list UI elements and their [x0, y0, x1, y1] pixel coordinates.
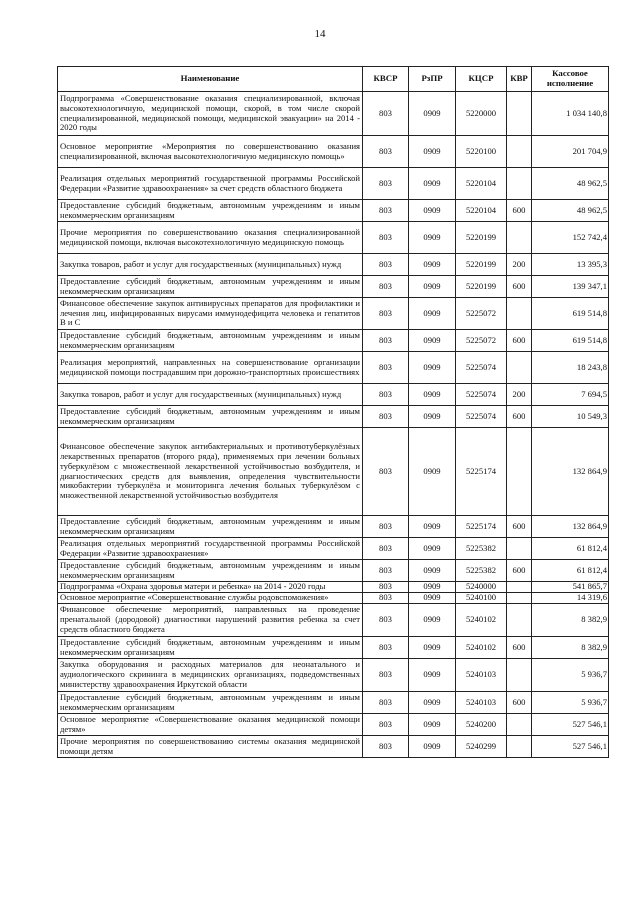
table-row [58, 516, 609, 538]
cell-kvr: 600 [507, 560, 532, 582]
cell-kvsr: 803 [363, 692, 409, 714]
cell-rzpr: 0909 [409, 637, 456, 659]
cell-kvsr: 803 [363, 516, 409, 538]
cell-name: Основное мероприятие «Мероприятия по совершенствованию оказания специализированной, включая высокотехнологичную медицинскую помощь» [58, 136, 363, 168]
cell-name: Предоставление субсидий бюджетным, автономным учреждениям и иным некоммерческим организациям [58, 692, 363, 714]
cell-name: Закупка оборудования и расходных материалов для неонатального и аудиологического скрининга в медицинских организациях, подведомственных министерству здравоохранения Иркутской области [58, 659, 363, 692]
cell-rzpr: 0909 [409, 714, 456, 736]
cell-kvsr: 803 [363, 352, 409, 384]
table-row [58, 582, 609, 593]
cell-rzpr: 0909 [409, 406, 456, 428]
cell-rzpr: 0909 [409, 168, 456, 200]
cell-kcsr: 5220104 [456, 168, 507, 200]
cell-kcsr: 5225074 [456, 352, 507, 384]
cell-kcsr: 5240103 [456, 659, 507, 692]
cell-rzpr: 0909 [409, 352, 456, 384]
cell-kvsr: 803 [363, 254, 409, 276]
cell-kcsr: 5240102 [456, 637, 507, 659]
cell-name: Предоставление субсидий бюджетным, автономным учреждениям и иным некоммерческим организациям [58, 560, 363, 582]
header-rzpr: РзПР [409, 67, 456, 92]
table-row [58, 428, 609, 516]
cell-kvsr: 803 [363, 92, 409, 136]
cell-kvsr: 803 [363, 222, 409, 254]
cell-amount: 1 034 140,8 [532, 92, 609, 136]
cell-kvr [507, 428, 532, 516]
cell-kvsr: 803 [363, 604, 409, 637]
table-body [58, 92, 609, 758]
cell-kvr [507, 582, 532, 593]
cell-name: Предоставление субсидий бюджетным, автономным учреждениям и иным некоммерческим организациям [58, 516, 363, 538]
cell-kvr [507, 538, 532, 560]
cell-amount: 201 704,9 [532, 136, 609, 168]
cell-name: Предоставление субсидий бюджетным, автономным учреждениям и иным некоммерческим организациям [58, 637, 363, 659]
cell-rzpr: 0909 [409, 254, 456, 276]
table-row [58, 714, 609, 736]
cell-kcsr: 5225072 [456, 330, 507, 352]
header-row [58, 67, 609, 92]
cell-amount: 132 864,9 [532, 428, 609, 516]
cell-amount: 619 514,8 [532, 298, 609, 330]
cell-kcsr: 5240100 [456, 593, 507, 604]
cell-kvsr: 803 [363, 136, 409, 168]
cell-kvr [507, 298, 532, 330]
cell-kcsr: 5225174 [456, 516, 507, 538]
cell-name: Прочие мероприятия по совершенствованию системы оказания медицинской помощи детям [58, 736, 363, 758]
cell-kvsr: 803 [363, 538, 409, 560]
header-name: Наименование [58, 67, 363, 92]
page-number: 14 [314, 28, 326, 40]
cell-amount: 152 742,4 [532, 222, 609, 254]
header-kcsr: КЦСР [456, 67, 507, 92]
cell-kvr: 600 [507, 637, 532, 659]
table-header [58, 67, 609, 92]
cell-kcsr: 5220104 [456, 200, 507, 222]
cell-rzpr: 0909 [409, 330, 456, 352]
cell-amount: 139 347,1 [532, 276, 609, 298]
cell-rzpr: 0909 [409, 428, 456, 516]
cell-amount: 8 382,9 [532, 604, 609, 637]
cell-amount: 14 319,6 [532, 593, 609, 604]
cell-kvr [507, 593, 532, 604]
cell-kvsr: 803 [363, 637, 409, 659]
cell-kvr: 200 [507, 384, 532, 406]
cell-kvsr: 803 [363, 384, 409, 406]
table-row [58, 593, 609, 604]
cell-amount: 8 382,9 [532, 637, 609, 659]
cell-rzpr: 0909 [409, 560, 456, 582]
table-row [58, 330, 609, 352]
cell-kcsr: 5220199 [456, 276, 507, 298]
cell-kvr: 200 [507, 254, 532, 276]
cell-name: Финансовое обеспечение закупок антибактериальных и противотуберкулёзных лекарственных препаратов (второго ряда), применяемых при лечении больных туберкулёзом с множественной лекарственной устойчивостью возбудителя, и диагностических средств для выявления, определения чувствительности микобактерии туберкулёза и мониторинга лечения больных туберкулёзом с множественной лекарственной устойчивостью возбудителя [58, 428, 363, 516]
cell-kvr: 600 [507, 692, 532, 714]
cell-kvr [507, 714, 532, 736]
cell-kvsr: 803 [363, 330, 409, 352]
cell-kcsr: 5225074 [456, 384, 507, 406]
cell-kcsr: 5225074 [456, 406, 507, 428]
table-row [58, 352, 609, 384]
cell-name: Предоставление субсидий бюджетным, автономным учреждениям и иным некоммерческим организациям [58, 330, 363, 352]
cell-name: Финансовое обеспечение закупок антивирусных препаратов для профилактики и лечения лиц, инфицированных вирусами иммунодефицита человека и гепатитов В и С [58, 298, 363, 330]
table-row [58, 637, 609, 659]
cell-amount: 7 694,5 [532, 384, 609, 406]
table-row [58, 538, 609, 560]
cell-kvr [507, 352, 532, 384]
cell-amount: 527 546,1 [532, 736, 609, 758]
cell-name: Основное мероприятие «Совершенствование службы родовспоможения» [58, 593, 363, 604]
cell-kcsr: 5225174 [456, 428, 507, 516]
cell-kvr [507, 168, 532, 200]
table-row [58, 168, 609, 200]
cell-kcsr: 5220199 [456, 254, 507, 276]
cell-kvr [507, 136, 532, 168]
cell-amount: 5 936,7 [532, 659, 609, 692]
cell-amount: 527 546,1 [532, 714, 609, 736]
table-row [58, 136, 609, 168]
cell-kvsr: 803 [363, 298, 409, 330]
cell-kvsr: 803 [363, 714, 409, 736]
cell-kvr [507, 736, 532, 758]
cell-rzpr: 0909 [409, 92, 456, 136]
cell-rzpr: 0909 [409, 593, 456, 604]
cell-kcsr: 5240102 [456, 604, 507, 637]
cell-name: Предоставление субсидий бюджетным, автономным учреждениям и иным некоммерческим организациям [58, 406, 363, 428]
header-kvsr: КВСР [363, 67, 409, 92]
cell-amount: 5 936,7 [532, 692, 609, 714]
cell-name: Подпрограмма «Охрана здоровья матери и ребенка» на 2014 - 2020 годы [58, 582, 363, 593]
cell-rzpr: 0909 [409, 222, 456, 254]
cell-name: Прочие мероприятия по совершенствованию оказания специализированной медицинской помощи, включая высокотехнологичную медицинскую помощь [58, 222, 363, 254]
table-row [58, 604, 609, 637]
cell-kvr: 600 [507, 516, 532, 538]
cell-kcsr: 5220000 [456, 92, 507, 136]
cell-kvsr: 803 [363, 276, 409, 298]
table-row [58, 254, 609, 276]
table-row [58, 92, 609, 136]
cell-rzpr: 0909 [409, 516, 456, 538]
cell-kvsr: 803 [363, 168, 409, 200]
cell-amount: 541 865,7 [532, 582, 609, 593]
cell-kvsr: 803 [363, 428, 409, 516]
cell-rzpr: 0909 [409, 200, 456, 222]
table-row [58, 200, 609, 222]
cell-kvsr: 803 [363, 560, 409, 582]
cell-kvsr: 803 [363, 736, 409, 758]
cell-rzpr: 0909 [409, 538, 456, 560]
table-row [58, 276, 609, 298]
cell-kcsr: 5225382 [456, 538, 507, 560]
cell-kvsr: 803 [363, 582, 409, 593]
cell-kcsr: 5220100 [456, 136, 507, 168]
cell-kcsr: 5225072 [456, 298, 507, 330]
cell-amount: 10 549,3 [532, 406, 609, 428]
cell-amount: 61 812,4 [532, 538, 609, 560]
cell-kvsr: 803 [363, 659, 409, 692]
cell-rzpr: 0909 [409, 659, 456, 692]
cell-kcsr: 5220199 [456, 222, 507, 254]
cell-kvr: 600 [507, 200, 532, 222]
cell-name: Реализация отдельных мероприятий государственной программы Российской Федерации «Развитие здравоохранения» за счет средств областного бюджета [58, 168, 363, 200]
cell-kvr: 600 [507, 276, 532, 298]
cell-name: Закупка товаров, работ и услуг для государственных (муниципальных) нужд [58, 384, 363, 406]
table-row [58, 384, 609, 406]
cell-kvsr: 803 [363, 593, 409, 604]
header-kvr: КВР [507, 67, 532, 92]
cell-kvr [507, 659, 532, 692]
cell-name: Закупка товаров, работ и услуг для государственных (муниципальных) нужд [58, 254, 363, 276]
cell-rzpr: 0909 [409, 736, 456, 758]
cell-kvr [507, 92, 532, 136]
cell-kvsr: 803 [363, 200, 409, 222]
cell-rzpr: 0909 [409, 136, 456, 168]
cell-amount: 132 864,9 [532, 516, 609, 538]
cell-kcsr: 5240200 [456, 714, 507, 736]
budget-table [57, 66, 609, 758]
cell-kcsr: 5225382 [456, 560, 507, 582]
cell-name: Основное мероприятие «Совершенствование оказания медицинской помощи детям» [58, 714, 363, 736]
cell-rzpr: 0909 [409, 298, 456, 330]
cell-name: Подпрограмма «Совершенствование оказания специализированной, включая высокотехнологичную, медицинской помощи, скорой, в том числе скорой специализированной, медицинской помощи, медицинской эвакуации» на 2014 - 2020 годы [58, 92, 363, 136]
cell-rzpr: 0909 [409, 384, 456, 406]
cell-kvr: 600 [507, 406, 532, 428]
table-row [58, 736, 609, 758]
cell-kvr [507, 604, 532, 637]
table-row [58, 222, 609, 254]
cell-kvr: 600 [507, 330, 532, 352]
cell-rzpr: 0909 [409, 582, 456, 593]
cell-kcsr: 5240000 [456, 582, 507, 593]
cell-name: Реализация мероприятий, направленных на совершенствование организации медицинской помощи пострадавшим при дорожно-транспортных происшествиях [58, 352, 363, 384]
cell-amount: 18 243,8 [532, 352, 609, 384]
cell-rzpr: 0909 [409, 604, 456, 637]
table-row [58, 659, 609, 692]
cell-name: Предоставление субсидий бюджетным, автономным учреждениям и иным некоммерческим организациям [58, 276, 363, 298]
cell-kvr [507, 222, 532, 254]
table-row [58, 692, 609, 714]
table-row [58, 560, 609, 582]
cell-kcsr: 5240299 [456, 736, 507, 758]
cell-kcsr: 5240103 [456, 692, 507, 714]
cell-amount: 48 962,5 [532, 168, 609, 200]
cell-amount: 13 395,3 [532, 254, 609, 276]
table-row [58, 298, 609, 330]
cell-kvsr: 803 [363, 406, 409, 428]
cell-amount: 48 962,5 [532, 200, 609, 222]
cell-rzpr: 0909 [409, 276, 456, 298]
table-row [58, 406, 609, 428]
cell-amount: 61 812,4 [532, 560, 609, 582]
header-amount: Кассовое исполнение [532, 67, 609, 92]
cell-rzpr: 0909 [409, 692, 456, 714]
cell-amount: 619 514,8 [532, 330, 609, 352]
cell-name: Финансовое обеспечение мероприятий, направленных на проведение пренатальной (дородовой) диагностики нарушений развития ребенка за счет средств областного бюджета [58, 604, 363, 637]
cell-name: Предоставление субсидий бюджетным, автономным учреждениям и иным некоммерческим организациям [58, 200, 363, 222]
cell-name: Реализация отдельных мероприятий государственной программы Российской Федерации «Развитие здравоохранения» [58, 538, 363, 560]
